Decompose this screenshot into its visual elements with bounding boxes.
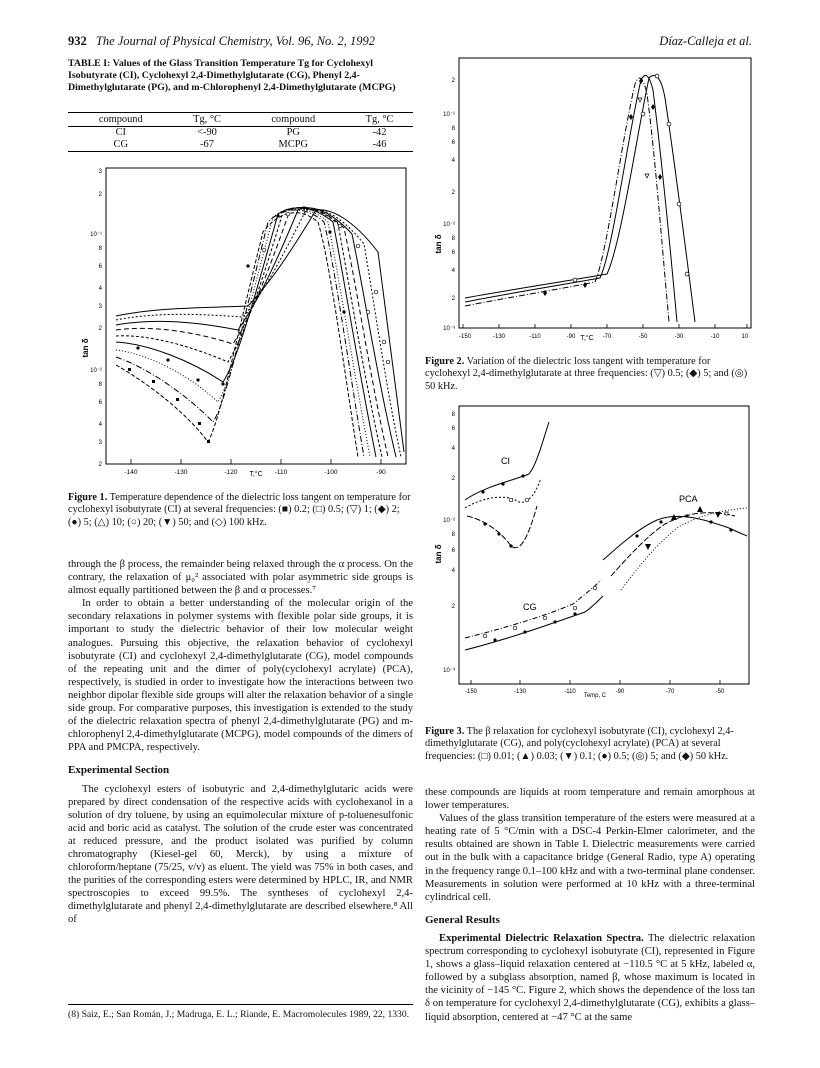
table-caption: TABLE I: Values of the Glass Transition Temperature Tg for Cyclohexyl Isobutyrate (CI), Cyclohexyl 2,4-Dimethylglutarate (CG), Phenyl 2,4-Dimethylglutarate (PG), and m-Chlorophenyl 2,4-Dimethylglutarate (MCPG): [68, 58, 396, 93]
x-tick-label: -50: [715, 689, 725, 695]
y-tick-label: 6: [451, 548, 455, 554]
figure-2-caption: [425, 356, 755, 393]
plot-frame: [106, 168, 406, 464]
table-header-tg: Tg, °C: [174, 113, 241, 127]
x-tick-labels: [459, 334, 749, 340]
x-tick-label: 10: [741, 334, 749, 340]
table-header-compound: compound: [68, 113, 174, 127]
x-tick-label: -70: [665, 689, 675, 695]
figure-label: Figure 1.: [68, 492, 108, 503]
y-tick-label: 2: [451, 476, 455, 482]
y-tick-label: 4: [98, 422, 102, 428]
x-tick-label: -150: [458, 334, 472, 340]
table-cell: CI: [115, 127, 126, 138]
y-axis-label: tan δ: [434, 544, 443, 564]
label-cg: CG: [523, 602, 537, 612]
x-tick-label: -10: [710, 334, 720, 340]
y-tick-label: 4: [98, 286, 102, 292]
y-tick-label: 10⁻³: [443, 326, 455, 332]
y-tick-label: 10⁻¹: [90, 232, 102, 238]
y-tick-label: 6: [451, 250, 455, 256]
section-heading-experimental: Experimental Section: [68, 764, 170, 777]
x-ticks: [463, 324, 747, 328]
figure-3-caption: [425, 726, 755, 763]
table-cell: -42: [372, 127, 387, 138]
table-header-compound: compound: [240, 113, 346, 127]
y-tick-label: 6: [451, 426, 455, 432]
x-tick-label: -100: [324, 469, 338, 476]
table-row: [68, 139, 413, 152]
left-column-body: [68, 558, 413, 927]
caption-text: Variation of the dielectric loss tangent with temperature for cyclohexyl 2,4-dimethylglutarate at three frequencies: (▽) 0.5; (◆) 5; and (◎) 50 kHz.: [425, 356, 748, 392]
x-tick-label: -70: [602, 334, 612, 340]
table-cell: -67: [174, 139, 241, 152]
open-markers: [483, 498, 728, 638]
y-tick-label: 4: [451, 158, 455, 164]
x-tick-label: -140: [124, 469, 138, 476]
x-axis-label: Temp, C: [583, 693, 607, 699]
y-tick-labels: [443, 412, 456, 674]
paragraph: Values of the glass transition temperature of the esters were measured at a heating rate of 5 °C/min with a DSC-4 Perkin-Elmer calorimeter, and the results obtained are shown in Table I. Dielectric measurements were carried out in the bulk with a capacitance bridge (General Radio, type A) operating in the frequency range 0.1–100 kHz and with a two-terminal plane condenser. Measurements in solution were performed at 10 kHz with a three-terminal cylindrical cell.: [425, 813, 755, 903]
table-cell: <-90: [197, 127, 217, 138]
footnote: (8) Saiz, E.; San Román, J.; Madruga, E. L.; Riande, E. Macromolecules 1989, 22, 1330.: [68, 1004, 413, 1021]
paragraph: The cyclohexyl esters of isobutyric and 2,4-dimethylglutaric acids were prepared by direct condensation of the respective acids with cyclohexanol in a solution of dry toluene, by using an equimolecular mixture of p-toluenesulfonic acid and boric acid as catalyst. The solution of the crude ester was concentrated at reduced pressure, and the product isolated was purified by column chromatography (Kiesel-gel 60, Merck), by using a mixture of chloroform/heptane (75/25, v/v) as eluent. The yield was 75% in both cases, and the purities of the corresponding esters were determined by HPLC, IR, and NMR spectroscopies to exceed 99.5%. The syntheses of cyclohexyl 2,4-dimethylglutarate and phenyl 2,4-dimethylglutarate are described elsewhere.⁸ All of: [68, 783, 413, 926]
table-cell: CG: [68, 139, 174, 152]
table-cell: MCPG: [240, 139, 346, 152]
x-tick-label: -90: [566, 334, 576, 340]
caption-text: The β relaxation for cyclohexyl isobutyrate (CI), cyclohexyl 2,4-dimethylglutarate (CG), and poly(cyclohexyl acrylate) (PCA) at several frequencies: (□) 0.01; (▲) 0.03; (▼) 0.1; (●) 0.5; (◎) 5; and (◆) 50 kHz.: [425, 726, 734, 762]
figure-1: [68, 162, 413, 487]
y-tick-label: 2: [451, 190, 455, 196]
x-tick-label: -130: [492, 334, 506, 340]
x-ticks: [131, 459, 381, 464]
x-tick-label: -110: [529, 334, 541, 340]
y-tick-label: 10⁻¹: [443, 112, 455, 118]
open-markers: [573, 74, 689, 282]
open-markers: [262, 212, 390, 364]
plot-frame: [459, 58, 751, 328]
y-axis-label: tan δ: [81, 338, 90, 358]
y-tick-label: 8: [451, 412, 455, 418]
x-tick-label: -30: [674, 334, 684, 340]
figure-3: [425, 404, 755, 724]
x-tick-label: -150: [464, 689, 478, 695]
x-tick-label: -90: [376, 469, 386, 476]
y-tick-label: 6: [98, 400, 102, 406]
right-column-body: [425, 786, 755, 1024]
paragraph-text: The dielectric relaxation spectrum corresponding to cyclohexyl isobutyrate (CI), represented in Figure 1, shows a glass–liquid relaxation centered at −110.5 °C at 5 kHz, labeled α, followed by a subglass absorption, named β, whose maximum is located in the vicinity of −145 °C. Figure 2, which shows the dependence of the loss tan δ on temperature for cyclohexyl 2,4-dimethylglutarate (CG), exhibits a glass–liquid absorption, centered at −47 °C at the same: [425, 932, 755, 1023]
y-tick-label: 2: [451, 296, 455, 302]
y-tick-label: 4: [451, 268, 455, 274]
curves: [116, 207, 404, 457]
x-tick-label: -130: [513, 689, 527, 695]
y-tick-label: 8: [451, 236, 455, 242]
figure-3-plot: [425, 404, 755, 724]
x-tick-label: -50: [638, 334, 648, 340]
x-tick-label: -130: [174, 469, 188, 476]
y-tick-label: 4: [451, 568, 455, 574]
data-markers: [128, 206, 346, 443]
paragraph: [425, 932, 755, 1024]
plot-frame: [459, 406, 749, 684]
y-tick-label: 8: [98, 246, 102, 252]
y-tick-label: 4: [451, 446, 455, 452]
y-tick-label: 3: [98, 169, 102, 175]
y-tick-label: 10⁻²: [443, 518, 455, 524]
figure-2: [425, 54, 755, 354]
curves: [465, 75, 695, 322]
label-ci: CI: [501, 456, 510, 466]
y-tick-label: 6: [451, 140, 455, 146]
table-glass-transition: [68, 112, 413, 152]
paragraph: these compounds are liquids at room temperature and remain amorphous at lower temperatures.: [425, 787, 755, 812]
y-tick-label: 3: [98, 440, 102, 446]
x-tick-label: -110: [274, 469, 288, 476]
running-header-authors: Díaz-Calleja et al.: [659, 34, 752, 48]
y-tick-label: 2: [98, 326, 102, 332]
table-header-tg: Tg, °C: [346, 113, 413, 127]
page-number: 932: [68, 34, 87, 48]
x-ticks: [471, 680, 720, 684]
y-tick-label: 2: [451, 604, 455, 610]
figure-1-caption: [68, 492, 413, 529]
paragraph: through the β process, the remainder being relaxed through the α process. On the contrary, the relaxation of μ₀² associated with polar asymmetric side groups is almost equally partitioned between the β and α processes.⁷: [68, 559, 413, 597]
x-tick-label: -110: [564, 689, 576, 695]
y-tick-label: 2: [98, 462, 102, 468]
x-axis-label: T,°C: [580, 335, 594, 342]
figure-1-plot: [68, 162, 413, 487]
y-tick-label: 2: [451, 78, 455, 84]
y-tick-label: 2: [98, 192, 102, 198]
paragraph: In order to obtain a better understanding of the molecular origin of the secondary relaxations in polymer systems with flexible polar side groups, it is important to study the dielectric behavior of their low molecular weight analogues. Pursuing this objective, the relaxation behavior of cyclohexyl isobutyrate (CI) and cyclohexyl 2,4-dimethylglutarate (CG), model compounds of the repeating unit and the dimer of poly(cyclohexyl acrylate) (PCA), respectively, is studied in order to investigate how the interactions between two neighbor dipolar flexible side groups will alter the relaxation behavior of a single side group. For comparative purposes, this investigation is extended to the study of the dielectric relaxation spectra of phenyl 2,4-dimethylglutarate (PG) and m-chlorophenyl 2,4-dimethylglutarate (MCPG), model compounds of the dimers of PPA and PMCPA, respectively.: [68, 598, 413, 754]
y-tick-label: 10⁻²: [90, 368, 102, 374]
x-tick-label: -120: [224, 469, 238, 476]
label-pca: PCA: [679, 494, 698, 504]
figure-2-plot: [425, 54, 755, 354]
y-tick-labels: [443, 78, 456, 332]
y-tick-label: 6: [98, 264, 102, 270]
x-axis-label: T,°C: [249, 471, 263, 478]
table-cell: -46: [346, 139, 413, 152]
x-tick-label: -90: [615, 689, 625, 695]
y-tick-label: 8: [451, 126, 455, 132]
figure-label: Figure 2.: [425, 356, 465, 367]
y-tick-labels: [90, 169, 103, 468]
figure-label: Figure 3.: [425, 726, 465, 737]
run-in-heading: Experimental Dielectric Relaxation Spectra.: [439, 932, 644, 944]
y-tick-label: 3: [98, 304, 102, 310]
y-axis-label: tan δ: [434, 234, 443, 254]
y-tick-label: 10⁻³: [443, 668, 455, 674]
y-tick-label: 8: [98, 382, 102, 388]
caption-text: Temperature dependence of the dielectric loss tangent on temperature for cyclohexyl isobutyrate (CI) at several frequencies: (■) 0.2; (□) 0.5; (▽) 1; (◆) 2; (●) 5; (△) 10; (○) 20; (▼) 50; and (◇) 100 kHz.: [68, 492, 411, 528]
data-markers: [543, 78, 662, 296]
y-tick-label: 10⁻²: [443, 222, 455, 228]
section-heading-general-results: General Results: [425, 913, 500, 926]
table-row: [68, 127, 413, 140]
journal-name: The Journal of Physical Chemistry, Vol. 96, No. 2, 1992: [95, 34, 376, 48]
y-tick-label: 8: [451, 532, 455, 538]
table-cell: PG: [286, 127, 300, 138]
running-header-left: [68, 34, 375, 49]
